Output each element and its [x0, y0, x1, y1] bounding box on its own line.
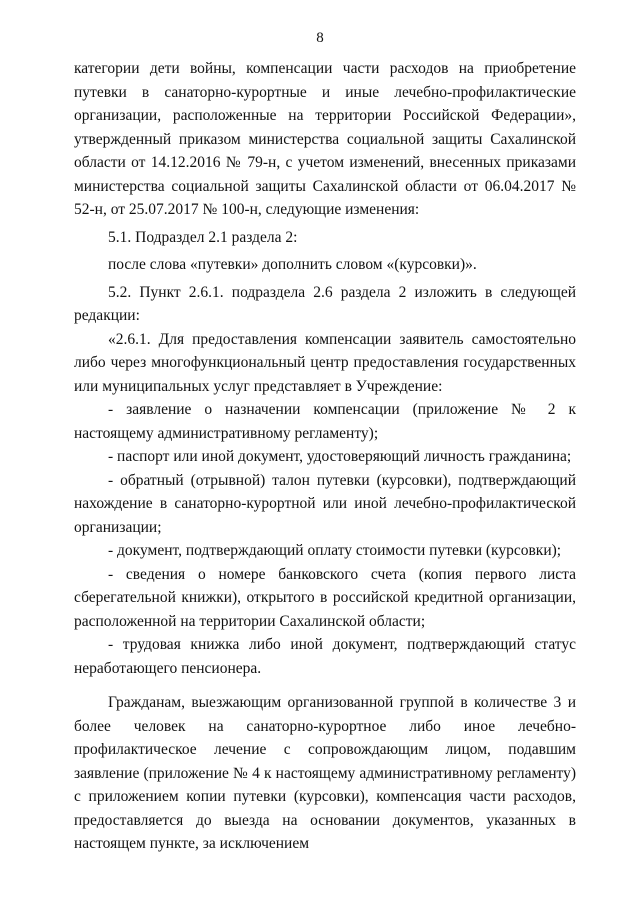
list-item-passport: - паспорт или иной документ, удостоверяющий личность гражданина; [108, 448, 572, 465]
paragraph-5-2: 5.2. Пункт 2.6.1. подраздела 2.6 раздела 2 изложить в следующей редакции: [74, 283, 576, 324]
list-item-bank-account: - сведения о номере банковского счета (копия первого листа сберегательной книжки), открытого в российской кредитной организации, расположенной на территории Сахалинской области; [74, 565, 576, 630]
list-item-coupon: - обратный (отрывной) талон путевки (курсовки), подтверждающий нахождение в санаторно-курортной или иной лечебно-профилактической организации; [74, 471, 576, 536]
paragraph-5-1: 5.1. Подраздел 2.1 раздела 2: [108, 228, 298, 246]
list-item-work-book: - трудовая книжка либо иной документ, подтверждающий статус неработающего пенсионера. [74, 636, 576, 677]
paragraph-5-1-text: после слова «путевки» дополнить словом «(курсовки)». [108, 256, 477, 273]
list-item-application: - заявление о назначении компенсации (приложение № 2 к настоящему административному регламенту); [74, 401, 576, 442]
paragraph-group-travel: Гражданам, выезжающим организованной группой в количестве 3 и более человек на санаторно-курортное либо иное лечебно-профилактическое лечение с сопровождающим лицом, подавшим заявление (приложение № 4 к настоящему административному регламенту) с приложением копии путевки (курсовки), компенсация части расходов, предоставляется до выезда на основании документов, указанных в настоящем пункте, за исключением [74, 694, 576, 852]
document-body [74, 57, 576, 856]
page-number: 8 [316, 30, 324, 46]
list-item-payment: - документ, подтверждающий оплату стоимости путевки (курсовки); [108, 542, 562, 559]
paragraph-intro: категории дети войны, компенсации части расходов на приобретение путевки в санаторно-курортные и иные лечебно-профилактические организации, расположенные на территории Российской Федерации», утвержденный приказом министерства социальной защиты Сахалинской области от 14.12.2016 № 79-н, с учетом изменений, внесенных приказами министерства социальной защиты Сахалинской области от 06.04.2017 № 52-н, от 25.07.2017 № 100-н, следующие изменения: [74, 60, 576, 218]
paragraph-2-6-1: «2.6.1. Для предоставления компенсации заявитель самостоятельно либо через многофункциональный центр предоставления государственных или муниципальных услуг представляет в Учреждение: [74, 330, 576, 395]
